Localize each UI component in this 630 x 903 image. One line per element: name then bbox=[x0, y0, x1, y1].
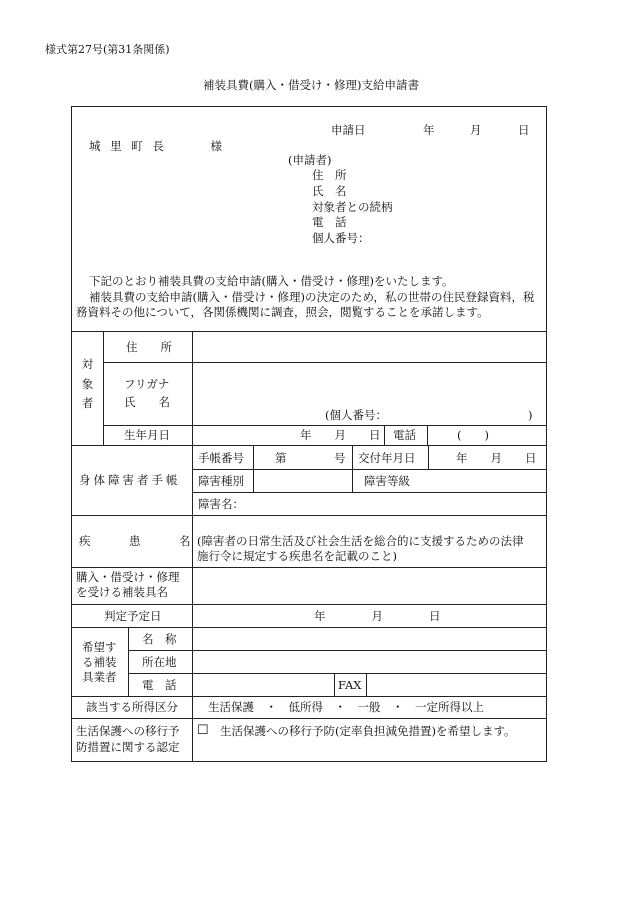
handbook-number-prefix: 第 bbox=[275, 451, 287, 465]
application-date-label: 申請日 bbox=[331, 123, 366, 137]
addressee: 城 里 町 長 様 bbox=[89, 139, 225, 153]
rule-top-block bbox=[72, 331, 546, 332]
vendor-location-label: 所在地 bbox=[142, 655, 177, 669]
device-label-1: 購入・借受け・修理 bbox=[76, 570, 180, 584]
form-title: 補装具費(購入・借受け・修理)支給申請書 bbox=[203, 78, 419, 92]
applicant-label: (申請者) bbox=[288, 153, 332, 167]
rule-handbook-col-2 bbox=[352, 445, 353, 492]
disease-note-1: (障害者の日常生活及び社会生活を総合的に支援するための法律 bbox=[197, 534, 524, 548]
applicant-phone-label: 電 話 bbox=[312, 215, 347, 229]
subject-birth-label: 生年月日 bbox=[124, 428, 170, 442]
rule-vendor bbox=[72, 696, 546, 697]
applicant-personal-number-label: 個人番号： bbox=[312, 231, 370, 245]
rule-handbook-1 bbox=[192, 469, 546, 470]
vendor-label-3: 具業者 bbox=[82, 670, 117, 684]
welfare-text: 生活保護への移行予防(定率負担減免措置)を希望します。 bbox=[220, 724, 516, 738]
subject-section-label: 対象者 bbox=[81, 357, 94, 411]
handbook-number-suffix: 号 bbox=[334, 451, 346, 465]
income-options: 生活保護 ・ 低所得 ・ 一般 ・ 一定所得以上 bbox=[208, 700, 484, 714]
handbook-label: 身体障害者手帳 bbox=[79, 473, 181, 487]
judgement-label: 判定予定日 bbox=[104, 609, 162, 623]
applicant-relation-label: 対象者との続柄 bbox=[312, 200, 393, 214]
subject-address-label: 住 所 bbox=[126, 340, 172, 354]
rule-vendor-split bbox=[128, 627, 129, 696]
rule-fax-right bbox=[366, 673, 367, 696]
consent-statement-1: 下記のとおり補装具費の支給申請(購入・借受け・修理)をいたします。 bbox=[89, 274, 454, 288]
rule-judgement bbox=[72, 627, 546, 628]
handbook-disability-grade-label: 障害等級 bbox=[364, 474, 410, 488]
rule-handbook-2 bbox=[192, 492, 546, 493]
handbook-disability-type-label: 障害種別 bbox=[198, 474, 244, 488]
rule-handbook-col-1 bbox=[253, 445, 254, 492]
handbook-disability-name-label: 障害名： bbox=[198, 497, 244, 511]
application-day: 日 bbox=[518, 123, 530, 137]
rule-phone-left bbox=[384, 425, 385, 445]
rule-disease bbox=[72, 567, 546, 568]
vendor-label-1: 希望す bbox=[82, 640, 117, 654]
handbook-issue-ymd: 年 月 日 bbox=[456, 451, 537, 465]
rule-income bbox=[72, 718, 546, 719]
form-number: 様式第27号(第31条関係) bbox=[45, 43, 170, 56]
application-year: 年 bbox=[423, 123, 435, 137]
welfare-label-2: 防措置に関する認定 bbox=[76, 740, 180, 754]
vendor-name-label: 名 称 bbox=[142, 632, 177, 646]
subject-furigana-label: フリガナ bbox=[124, 377, 170, 391]
consent-statement-3: 務資料その他について，各関係機関に調査，照会，閲覧することを承諾します。 bbox=[76, 305, 489, 319]
vendor-label-2: る補装 bbox=[82, 655, 117, 669]
rule-fax-left bbox=[334, 673, 335, 696]
rule-label-column bbox=[192, 331, 193, 762]
application-month: 月 bbox=[470, 123, 482, 137]
subject-phone-label: 電話 bbox=[393, 428, 416, 442]
rule-handbook-col-3 bbox=[428, 445, 429, 469]
rule-handbook bbox=[72, 515, 546, 516]
income-label: 該当する所得区分 bbox=[86, 700, 178, 714]
rule-device bbox=[72, 604, 546, 605]
applicant-address-label: 住 所 bbox=[312, 168, 347, 182]
vendor-phone-label: 電 話 bbox=[142, 678, 177, 692]
rule-vendor-1 bbox=[128, 650, 546, 651]
rule-birth bbox=[72, 445, 546, 446]
rule-phone-right bbox=[427, 425, 428, 445]
welfare-label-1: 生活保護への移行予 bbox=[76, 724, 180, 738]
subject-phone-paren: ( ) bbox=[457, 428, 489, 442]
rule-name bbox=[103, 425, 546, 426]
rule-subject-split bbox=[103, 331, 104, 445]
subject-birth-ymd: 年 月 日 bbox=[300, 428, 381, 442]
application-form bbox=[71, 106, 547, 762]
applicant-name-label: 氏 名 bbox=[312, 184, 347, 198]
handbook-issue-date-label: 交付年月日 bbox=[358, 451, 416, 465]
subject-name-label: 氏 名 bbox=[124, 395, 170, 409]
subject-personal-number: (個人番号： bbox=[325, 408, 387, 422]
consent-statement-2: 補装具費の支給申請(購入・借受け・修理)の決定のため，私の世帯の住民登録資料，税 bbox=[89, 290, 535, 304]
handbook-number-label: 手帳番号 bbox=[198, 451, 244, 465]
device-label-2: を受ける補装具名 bbox=[76, 585, 168, 599]
rule-address bbox=[103, 362, 546, 363]
welfare-checkbox[interactable]: ☐ bbox=[197, 723, 209, 738]
subject-personal-number-close: ) bbox=[528, 408, 533, 422]
vendor-fax-label: FAX bbox=[338, 678, 362, 692]
rule-vendor-2 bbox=[128, 673, 546, 674]
judgement-ymd: 年 月 日 bbox=[314, 609, 441, 623]
disease-label: 疾 患 名 bbox=[79, 534, 192, 548]
disease-note-2: 施行令に規定する疾患名を記載のこと) bbox=[197, 549, 397, 563]
